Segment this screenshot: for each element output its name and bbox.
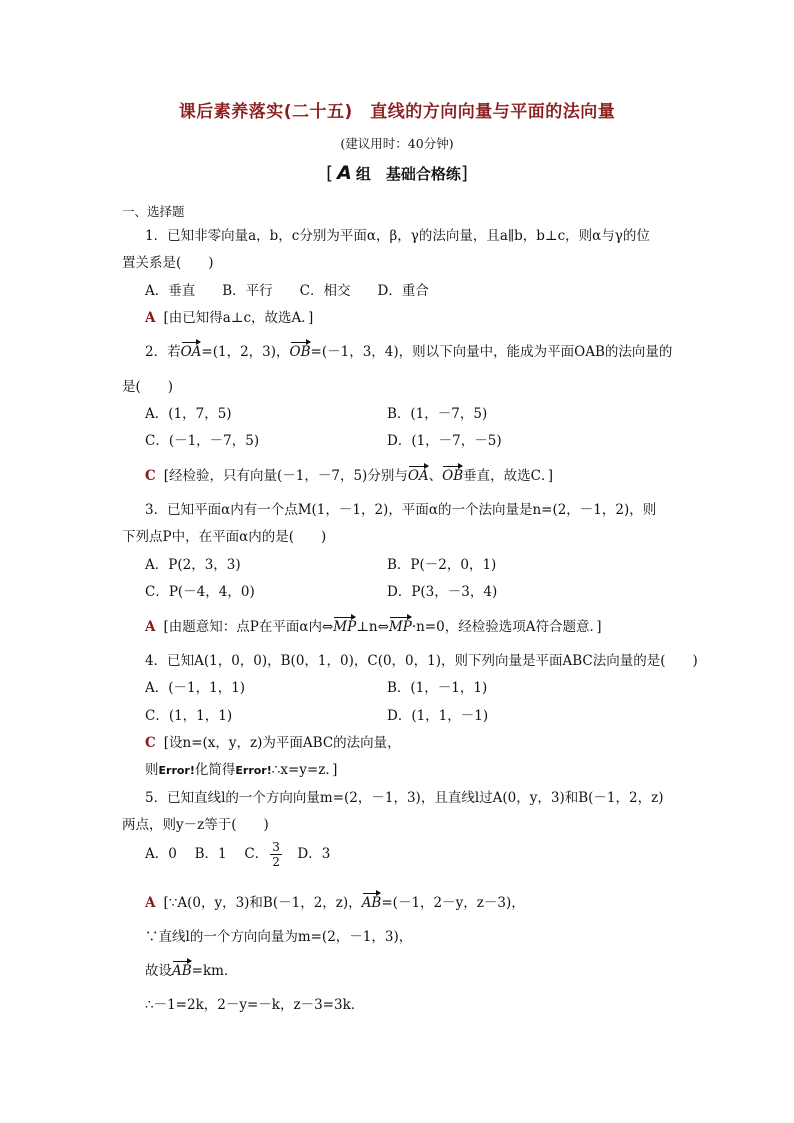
q5-answer-line1 (145, 891, 525, 911)
q5-answer-line2: ∵直线l的一个方向向量为m=(2，－1，3)， (145, 929, 413, 945)
q3-answer-mid: ⊥n⇔ (356, 619, 389, 635)
q4-option-b: B．(1，－1，1) (387, 680, 488, 696)
q4-stem: 4．已知A(1，0，0)，B(0，1，0)，C(0，0，1)，则下列向量是平面ABC法向量的是( ) (145, 653, 698, 669)
q5-options-post: D．3 (283, 846, 331, 862)
q3-answer-post: ·n=0，经检验选项A符合题意．] (411, 619, 602, 635)
group-heading (0, 162, 794, 184)
q1-answer (145, 306, 313, 326)
q1-options: A．垂直 B．平行 C．相交 D．重合 (145, 283, 429, 299)
q3-option-c: C．P(－4，4，0) (145, 584, 255, 600)
q5-answer-line3 (145, 959, 237, 979)
q4-answer-text: [设n=(x，y，z)为平面ABC的法向量， (163, 735, 401, 751)
group-label: 组 基础合格练 (355, 165, 461, 183)
q5-options (145, 840, 330, 869)
q4-option-d: D．(1，1，－1) (387, 708, 489, 724)
q3-stem-line2: 下列点P中，在平面α内的是( ) (122, 529, 327, 545)
q4-error-1: Error! (158, 764, 195, 777)
q4-answer-line2 (145, 758, 337, 778)
q4-answer-line2-pre: 则 (145, 762, 159, 778)
q2-answer-vector-ob: OB (442, 468, 464, 484)
q1-answer-text: [由已知得a⊥c，故选A．] (163, 310, 314, 326)
q2-stem-mid: =(1，2，3)， (201, 344, 290, 360)
q2-option-d: D．(1，－7，－5) (387, 433, 502, 449)
q1-answer-letter: A (145, 310, 156, 326)
page-subtitle: (建议用时：40分钟) (340, 136, 454, 151)
q3-answer-vector-mp: MP (333, 619, 357, 635)
page-title: 课后素养落实(二十五) 直线的方向向量与平面的法向量 (178, 102, 616, 122)
q4-error-2: Error! (235, 764, 272, 777)
group-letter: A (337, 162, 352, 184)
q5-stem-line2: 两点，则y－z等于( ) (122, 817, 269, 833)
q2-answer-sep: 、 (428, 468, 443, 484)
q2-stem-line1 (145, 340, 672, 360)
q1-stem-line1: 1．已知非零向量a，b，c分别为平面α，β，γ的法向量，且a∥b，b⊥c，则α与γ的位 (145, 228, 650, 244)
q3-option-b: B．P(－2，0，1) (387, 557, 497, 573)
q5-stem-line1: 5．已知直线l的一个方向向量m=(2，－1，3)，且直线l过A(0，y，3)和B(－1，2，z) (145, 790, 664, 806)
q5-answer-line1-post: =(－1，2－y，z－3)， (381, 895, 525, 911)
q2-vector-oa: OA (180, 344, 202, 360)
q5-answer-letter: A (145, 895, 156, 911)
q2-answer-vector-oa: OA (407, 468, 429, 484)
q3-answer-letter: A (145, 619, 156, 635)
q3-option-d: D．P(3，－3，4) (387, 584, 498, 600)
q4-answer-line1 (145, 731, 401, 751)
q5-answer-line3-post: =km． (191, 963, 238, 979)
q5-fraction-denominator: 2 (272, 855, 280, 869)
q3-answer-pre: [由题意知：点P在平面α内⇔ (163, 619, 334, 635)
q2-answer-pre: [经检验，只有向量(－1，－7，5)分别与 (163, 468, 408, 484)
q4-answer-line2-post: ∴x=y=z．] (271, 762, 338, 778)
q2-option-c: C．(－1，－7，5) (145, 433, 260, 449)
q4-answer-letter: C (145, 735, 156, 751)
q5-fraction-numerator: 3 (272, 840, 280, 854)
section-heading: 一、选择题 (122, 204, 185, 219)
q2-vector-ob: OB (289, 344, 311, 360)
q3-answer-vector-mp-2: MP (388, 619, 412, 635)
group-left-bracket: [ (326, 163, 334, 184)
q5-answer-line1-pre: [∵A(0，y，3)和B(－1，2，z)， (163, 895, 362, 911)
q2-answer (145, 464, 553, 484)
q4-option-c: C．(1，1，1) (145, 708, 233, 724)
q2-stem-line2: 是( ) (122, 379, 174, 395)
q5-options-pre: A．0 B．1 C． (145, 846, 269, 862)
q2-answer-letter: C (145, 468, 156, 484)
q3-option-a: A．P(2，3，3) (145, 557, 241, 573)
group-right-bracket: ] (460, 163, 468, 184)
q5-answer-vector-ab-2: AB (172, 963, 192, 979)
q5-answer-vector-ab: AB (361, 895, 382, 911)
q2-option-a: A．(1，7，5) (145, 406, 232, 422)
q4-option-a: A．(－1，1，1) (145, 680, 246, 696)
q3-stem-line1: 3．已知平面α内有一个点M(1，－1，2)，平面α的一个法向量是n=(2，－1，2)，则 (145, 502, 657, 518)
q3-answer (145, 615, 601, 635)
q2-option-b: B．(1，－7，5) (387, 406, 488, 422)
q4-answer-line2-mid: 化简得 (194, 762, 236, 778)
q2-stem-post: =(－1，3，4)，则以下向量中，能成为平面OAB的法向量的 (310, 344, 673, 360)
q2-stem-pre: 2．若 (145, 344, 181, 360)
q1-stem-line2: 置关系是( ) (122, 255, 214, 271)
q2-answer-post: 垂直，故选C．] (463, 468, 554, 484)
q5-answer-line4: ∴－1=2k，2－y=－k，z－3=3k． (145, 997, 365, 1013)
q5-answer-line3-pre: 故设 (145, 963, 172, 979)
q5-fraction (270, 840, 282, 869)
